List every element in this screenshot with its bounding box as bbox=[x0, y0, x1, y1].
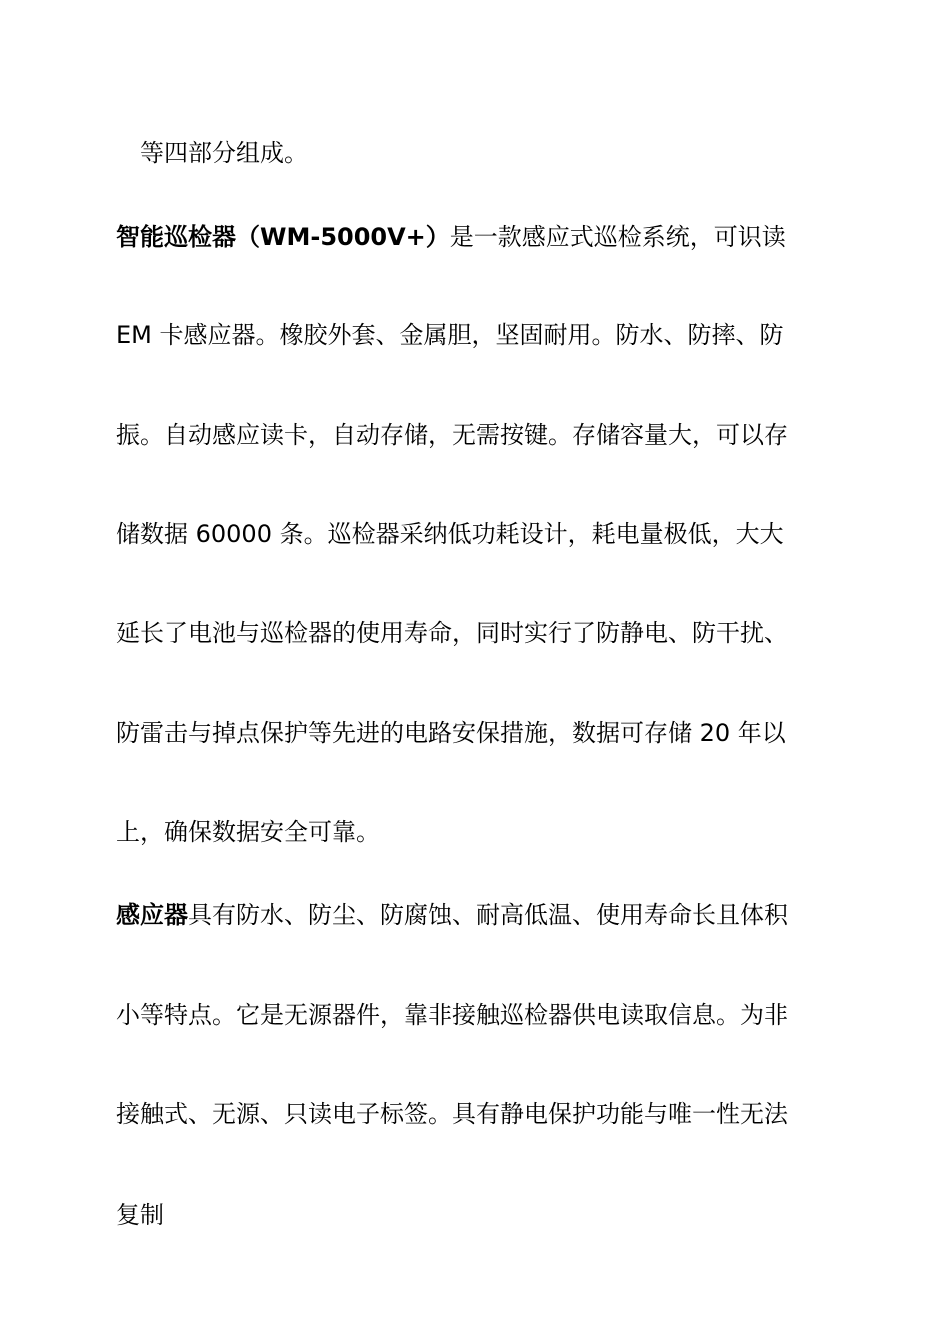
paragraph-line: 复制 bbox=[116, 1201, 164, 1229]
paragraph-line bbox=[116, 900, 836, 930]
paragraph-line: EM 卡感应器。橡胶外套、金属胆，坚固耐用。防水、防摔、防 bbox=[116, 321, 784, 349]
paragraph-line-rest: 具有防水、防尘、防腐蚀、耐高低温、使用寿命长且体积 bbox=[188, 901, 788, 929]
paragraph-line: 小等特点。它是无源器件，靠非接触巡检器供电读取信息。为非 bbox=[116, 1001, 788, 1029]
paragraph-lead-bold: 感应器 bbox=[116, 901, 188, 929]
paragraph-line: 接触式、无源、只读电子标签。具有静电保护功能与唯一性无法 bbox=[116, 1100, 788, 1128]
paragraph-line: 储数据 60000 条。巡检器采纳低功耗设计，耗电量极低，大大 bbox=[116, 520, 784, 548]
paragraph-line: 延长了电池与巡检器的使用寿命，同时实行了防静电、防干扰、 bbox=[116, 619, 788, 647]
paragraph-line-rest: 是一款感应式巡检系统，可识读 bbox=[449, 223, 786, 251]
paragraph-line: 等四部分组成。 bbox=[140, 139, 308, 167]
paragraph-lead-bold: 智能巡检器（WM-5000V+） bbox=[116, 223, 450, 251]
paragraph-line: 振。自动感应读卡，自动存储，无需按键。存储容量大，可以存 bbox=[116, 421, 788, 449]
paragraph-line bbox=[116, 222, 836, 252]
paragraph-line: 防雷击与掉点保护等先进的电路安保措施，数据可存储 20 年以 bbox=[116, 719, 786, 747]
paragraph-line: 上，确保数据安全可靠。 bbox=[116, 818, 380, 846]
